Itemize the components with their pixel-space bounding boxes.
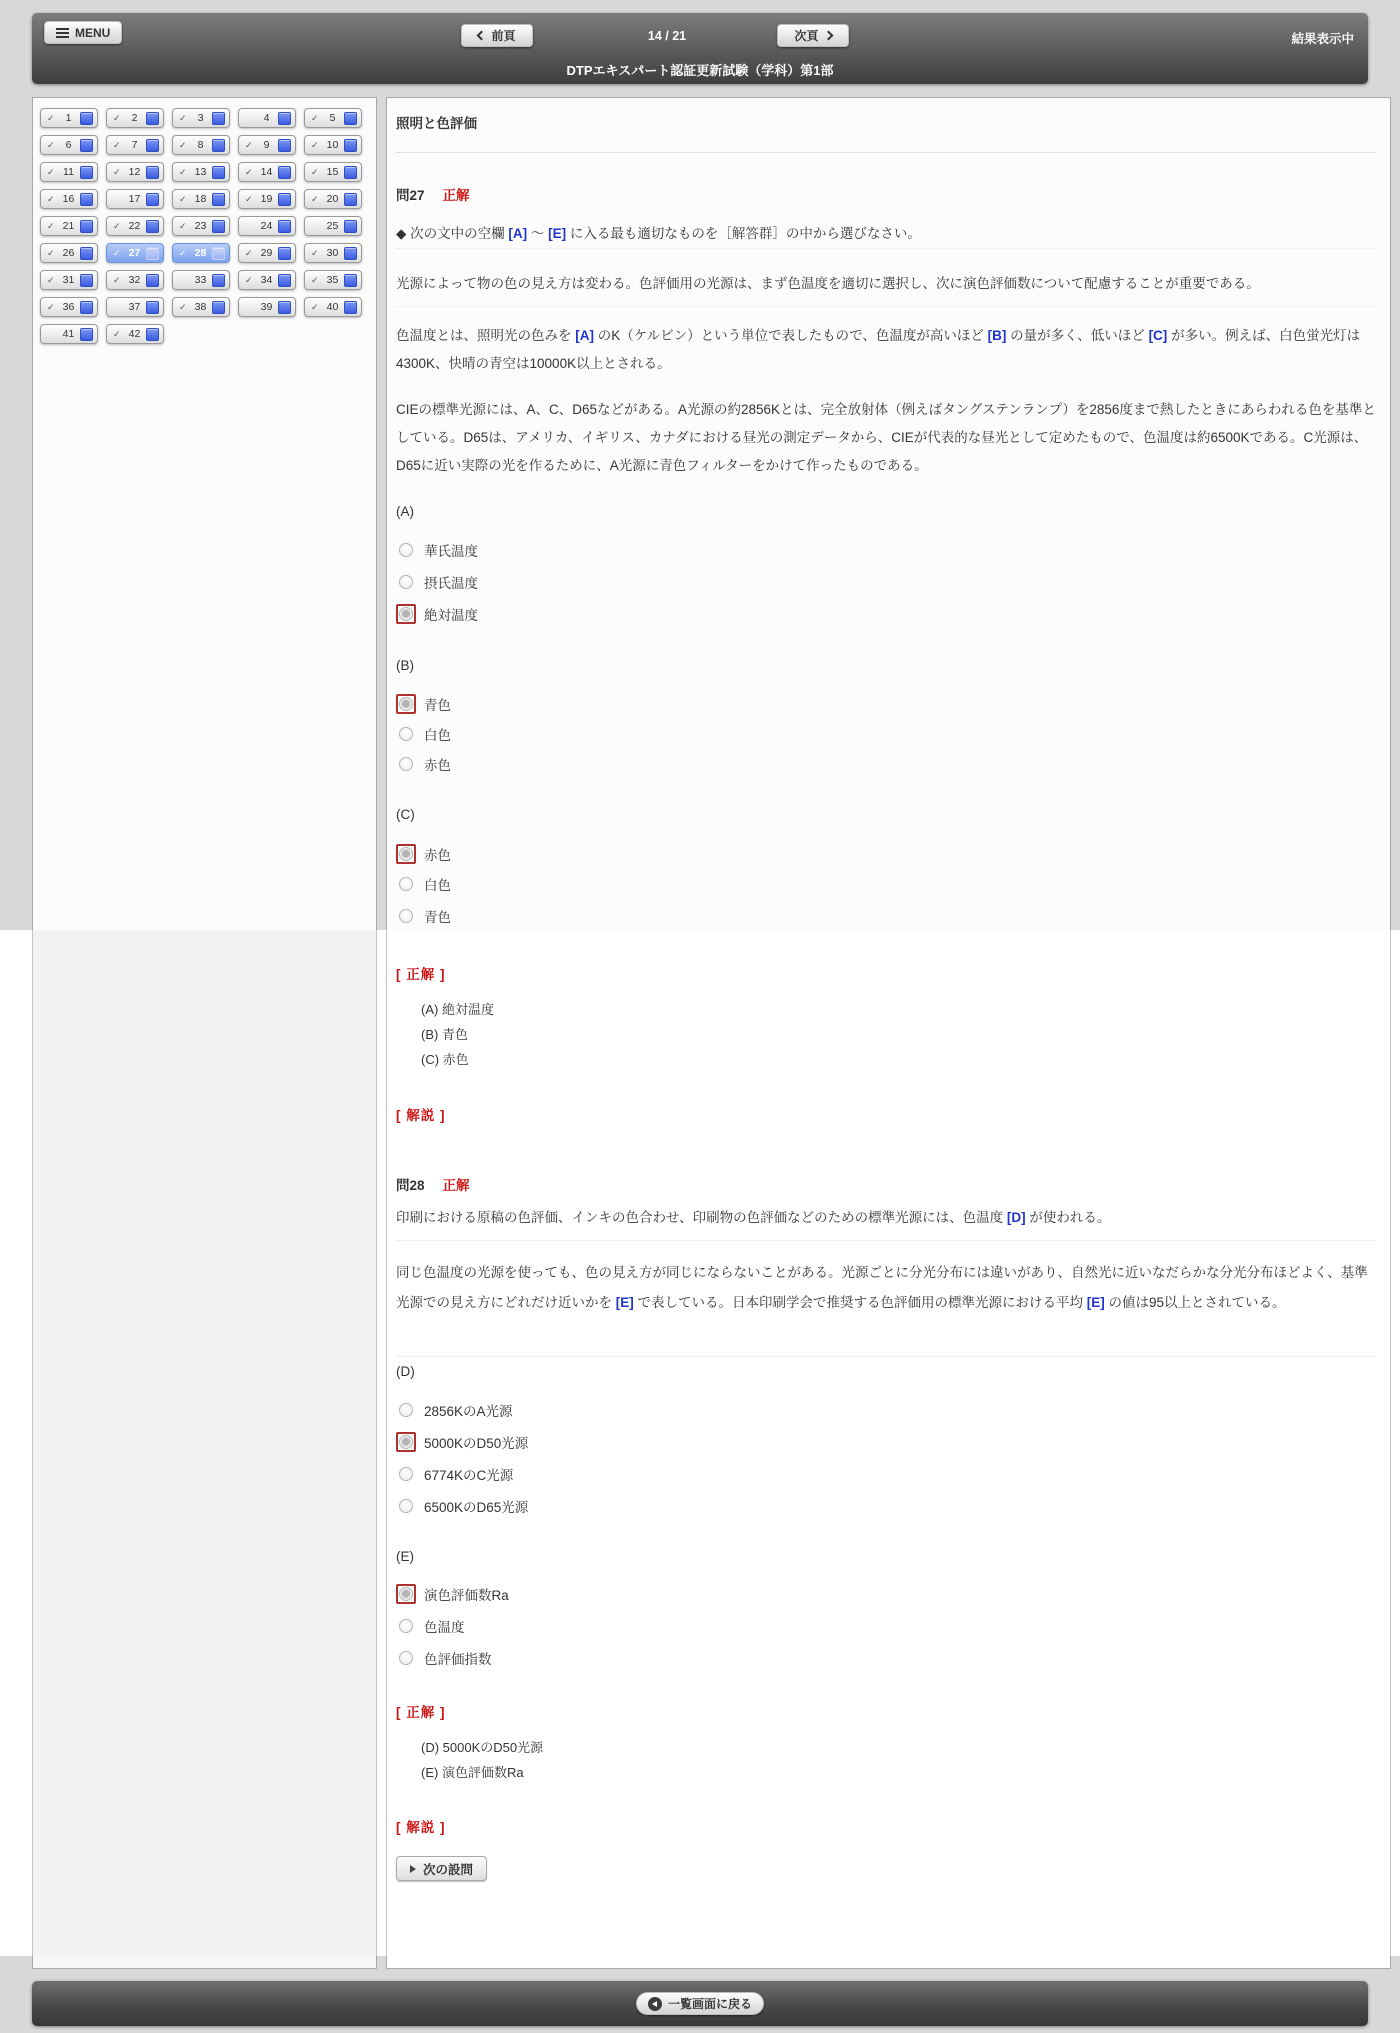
status-square-icon [344,301,357,314]
question-button[interactable] [304,243,362,263]
next-question-button[interactable] [396,1856,487,1881]
content-band-strip [386,930,1391,1956]
status-square-icon [146,247,159,260]
radio-option[interactable] [396,724,451,744]
status-square-icon [146,301,159,314]
question-number: 15 [326,166,339,178]
radio-wrap [396,906,416,926]
bottom-toolbar [32,1981,1368,2026]
question-button[interactable] [238,189,296,209]
answer-item: (A) 絶対温度 [421,1002,494,1017]
radio-wrap [396,1648,416,1668]
radio-wrap [396,540,416,560]
blank-token: [A] [575,328,595,343]
question-button[interactable] [40,297,98,317]
check-icon: ✓ [179,247,187,258]
question-button[interactable] [40,162,98,182]
radio-button[interactable] [399,575,413,589]
question-number: 26 [62,247,75,259]
check-icon: ✓ [311,166,319,177]
check-icon: ✓ [179,139,187,150]
status-square-icon [212,193,225,206]
question-number: 13 [194,166,207,178]
correct-choice-marker [396,1584,416,1604]
radio-label: 華氏温度 [424,544,478,559]
radio-label: 2856KのA光源 [424,1404,513,1419]
radio-label: 色温度 [424,1620,465,1635]
question-nav-panel-bottom [32,1956,377,1969]
check-icon: ✓ [311,274,319,285]
question-number: 4 [263,112,270,124]
status-square-icon [278,220,291,233]
status-square-icon [146,220,159,233]
question-button[interactable] [106,162,164,182]
check-icon: ✓ [311,247,319,258]
question-number: 21 [62,220,75,232]
question-button[interactable] [238,108,296,128]
check-icon: ✓ [47,247,55,258]
radio-button[interactable] [399,607,413,621]
question-button[interactable] [40,135,98,155]
question-number: 7 [131,139,138,151]
check-icon: ✓ [113,247,121,258]
option-group-label: (B) [396,658,414,673]
content-white-band [0,930,1400,1956]
radio-label: 赤色 [424,848,451,863]
check-icon: ✓ [179,301,187,312]
check-icon: ✓ [47,220,55,231]
status-square-icon [80,166,93,179]
radio-wrap [396,1464,416,1484]
check-icon: ✓ [113,274,121,285]
option-group-label: (E) [396,1549,414,1564]
radio-option[interactable] [396,906,451,926]
option-group-label: (C) [396,807,415,822]
status-square-icon [344,274,357,287]
status-square-icon [212,220,225,233]
radio-label: 演色評価数Ra [424,1588,509,1603]
status-square-icon [146,139,159,152]
blank-token: [E] [548,226,567,241]
question-button[interactable] [304,297,362,317]
radio-button[interactable] [399,877,413,891]
radio-wrap [396,1400,416,1420]
check-icon: ✓ [245,247,253,258]
answer-section-title: [ 正解 ] [396,1705,446,1720]
check-icon: ✓ [245,139,253,150]
check-icon: ✓ [311,139,319,150]
radio-option[interactable] [396,1464,513,1484]
check-icon: ✓ [47,301,55,312]
question-button[interactable] [40,243,98,263]
radio-wrap [396,724,416,744]
radio-button[interactable] [399,1403,413,1417]
check-icon: ✓ [311,301,319,312]
check-icon: ✓ [47,112,55,123]
status-square-icon [212,247,225,260]
blank-token: [D] [1006,1210,1026,1225]
answer-item: (C) 赤色 [421,1052,469,1067]
status-square-icon [80,112,93,125]
question-button[interactable] [172,108,230,128]
blank-token: [C] [1148,328,1168,343]
question-number: 8 [197,139,204,151]
radio-option[interactable] [396,604,478,624]
question-button[interactable] [304,216,362,236]
hamburger-icon [56,28,69,38]
radio-option[interactable] [396,1648,492,1668]
radio-button[interactable] [399,757,413,771]
radio-option[interactable] [396,694,451,714]
status-square-icon [212,166,225,179]
radio-wrap [396,1496,416,1516]
radio-label: 青色 [424,698,451,713]
question-number: 28 [194,247,207,259]
top-toolbar [32,13,1368,84]
question-number: 24 [260,220,273,232]
question-button[interactable] [106,324,164,344]
radio-button[interactable] [399,1467,413,1481]
radio-button[interactable] [399,1587,413,1601]
question-number: 38 [194,301,207,313]
status-square-icon [146,193,159,206]
question-number: 30 [326,247,339,259]
radio-wrap [396,874,416,894]
question-27-result: 正解 [442,188,470,203]
status-square-icon [344,220,357,233]
question-number: 16 [62,193,75,205]
check-icon: ✓ [113,220,121,231]
question-button[interactable] [40,108,98,128]
check-icon: ✓ [113,166,121,177]
status-badge: 結果表示中 [1291,32,1354,46]
option-group-label: (A) [396,504,414,519]
radio-label: 赤色 [424,758,451,773]
menu-button-label: MENU [75,25,111,40]
question-button[interactable] [304,189,362,209]
question-number: 25 [326,220,339,232]
status-square-icon [80,193,93,206]
question-button[interactable] [172,243,230,263]
question-button[interactable] [40,189,98,209]
chevron-right-icon [823,31,833,41]
question-number: 17 [128,193,141,205]
separator-line [396,1240,1376,1241]
separator-line [396,152,1376,153]
check-icon: ✓ [113,328,121,339]
radio-button[interactable] [399,697,413,711]
question-number: 10 [326,139,339,151]
question-button[interactable] [304,135,362,155]
next-page-button[interactable] [777,24,849,47]
check-icon: ✓ [113,112,121,123]
status-square-icon [212,112,225,125]
radio-label: 白色 [424,878,451,893]
correct-choice-marker [396,604,416,624]
question-number: 41 [62,328,75,340]
question-button[interactable] [106,216,164,236]
radio-button[interactable] [399,1651,413,1665]
question-27-instruction: ◆ 次の文中の空欄 [A] ～ [E] に入る最も適切なものを［解答群］の中から選びなさい。 [396,226,921,241]
radio-button[interactable] [399,1435,413,1449]
question-button[interactable] [40,324,98,344]
sidebar-band-strip [32,930,377,1956]
radio-option[interactable] [396,572,478,592]
question-button[interactable] [106,297,164,317]
check-icon: ✓ [311,112,319,123]
question-28-paragraph-2: 同じ色温度の光源を使っても、色の見え方が同じにならないことがある。光源ごとに分光分布には違いがあり、自然光に近いなだらかな分光分布ほどよく、基準光源での見え方にどれだけ近いかを [E] で表している。日本印刷学会で推奨する色評価用の標準光源における平均 [E] の値は95以上とされている。 [396,1265,1368,1310]
question-button[interactable] [172,297,230,317]
question-27-paragraph-1: 光源によって物の色の見え方は変わる。色評価用の光源は、まず色温度を適切に選択し、次に演色評価数について配慮することが重要である。 [396,276,1260,291]
question-27-paragraph-3: CIEの標準光源には、A、C、D65などがある。A光源の約2856Kとは、完全放射体（例えばタングステンランプ）を2856度まで熱したときにあらわれる色を基準としている。D65は、アメリカ、イギリス、カナダにおける昼光の測定データから、CIEが代表的な昼光として定めたもので、色温度は約6500Kである。C光源は、D65に近い実際の光を作るために、A光源に青色フィルターをかけて作ったものである。 [396,402,1376,473]
status-square-icon [344,112,357,125]
question-number: 39 [260,301,273,313]
radio-option[interactable] [396,540,478,560]
check-icon: ✓ [47,166,55,177]
radio-option[interactable] [396,844,451,864]
separator-line [396,306,1376,307]
check-icon: ✓ [179,166,187,177]
question-number: 42 [128,328,141,340]
correct-choice-marker [396,1432,416,1452]
question-button[interactable] [40,216,98,236]
question-button[interactable] [172,189,230,209]
question-button[interactable] [172,216,230,236]
question-27-label: 問27 [396,188,425,203]
radio-option[interactable] [396,1584,509,1604]
check-icon: ✓ [47,193,55,204]
blank-token: [E] [1086,1295,1105,1310]
question-button[interactable] [106,243,164,263]
question-button[interactable] [238,216,296,236]
status-square-icon [344,166,357,179]
status-square-icon [278,139,291,152]
question-number: 6 [65,139,72,151]
status-square-icon [344,139,357,152]
status-square-icon [212,274,225,287]
question-number: 18 [194,193,207,205]
radio-wrap [396,572,416,592]
separator-line [396,1356,1376,1357]
status-square-icon [278,247,291,260]
status-square-icon [344,193,357,206]
status-square-icon [146,274,159,287]
back-to-list-button[interactable] [636,1992,764,2015]
status-square-icon [80,301,93,314]
check-icon: ✓ [47,139,55,150]
question-number: 11 [63,166,74,178]
radio-button[interactable] [399,847,413,861]
arrow-right-icon [410,1865,416,1873]
answer-item: (B) 青色 [421,1027,468,1042]
prev-button-label: 前頁 [491,29,516,43]
radio-wrap [396,754,416,774]
status-square-icon [278,112,291,125]
back-circle-icon [648,1997,662,2011]
answer-section-title: [ 正解 ] [396,967,446,982]
radio-label: 摂氏温度 [424,576,478,591]
question-28-paragraph-1: 印刷における原稿の色評価、インキの色合わせ、印刷物の色評価などのための標準光源には、色温度 [D] が使われる。 [396,1210,1111,1225]
question-button[interactable] [304,270,362,290]
next-question-label: 次の設問 [423,1862,474,1877]
question-number: 12 [128,166,141,178]
status-square-icon [146,328,159,341]
check-icon: ✓ [311,193,319,204]
question-28-result: 正解 [442,1178,470,1193]
status-square-icon [146,112,159,125]
radio-option[interactable] [396,1400,513,1420]
option-group-label: (D) [396,1364,415,1379]
question-number: 3 [197,112,204,124]
radio-label: 6774KのC光源 [424,1468,514,1483]
check-icon: ✓ [245,274,253,285]
status-square-icon [278,274,291,287]
question-number: 27 [128,247,141,259]
status-square-icon [80,328,93,341]
question-number: 31 [62,274,75,286]
question-button[interactable] [106,189,164,209]
status-square-icon [80,220,93,233]
question-button[interactable] [238,297,296,317]
radio-button[interactable] [399,543,413,557]
section-heading: 照明と色評価 [396,116,477,131]
question-27-header [396,184,470,204]
status-square-icon [278,193,291,206]
check-icon: ✓ [47,274,55,285]
question-button[interactable] [172,270,230,290]
separator-line [396,248,1376,249]
radio-button[interactable] [399,909,413,923]
question-28-label: 問28 [396,1178,425,1193]
question-button[interactable] [40,270,98,290]
question-button[interactable] [106,135,164,155]
radio-option[interactable] [396,1496,528,1516]
question-button[interactable] [238,243,296,263]
question-28-header [396,1174,470,1194]
question-number: 37 [128,301,141,313]
explanation-section-title: [ 解説 ] [396,1820,446,1835]
question-number: 35 [326,274,339,286]
question-number: 19 [260,193,273,205]
status-square-icon [278,166,291,179]
radio-button[interactable] [399,727,413,741]
question-number: 36 [62,301,75,313]
status-square-icon [212,301,225,314]
radio-option[interactable] [396,1432,528,1452]
status-square-icon [278,301,291,314]
radio-label: 色評価指数 [424,1652,492,1667]
answer-item: (E) 演色評価数Ra [421,1765,524,1780]
status-square-icon [212,139,225,152]
radio-wrap [396,1616,416,1636]
question-number: 29 [260,247,273,259]
answer-item: (D) 5000KのD50光源 [421,1740,544,1755]
question-number: 33 [194,274,207,286]
status-square-icon [80,247,93,260]
correct-choice-marker [396,694,416,714]
question-number: 22 [128,220,141,232]
check-icon: ✓ [179,193,187,204]
menu-button[interactable] [44,21,122,44]
radio-label: 5000KのD50光源 [424,1436,529,1451]
question-button[interactable] [172,135,230,155]
chevron-left-icon [477,31,487,41]
question-button[interactable] [106,108,164,128]
question-content-panel-bottom [386,1956,1391,1969]
question-number: 2 [131,112,138,124]
question-button[interactable] [172,162,230,182]
prev-page-button[interactable] [461,24,533,47]
check-icon: ✓ [179,220,187,231]
radio-label: 絶対温度 [424,608,478,623]
question-number: 5 [329,112,336,124]
status-square-icon [80,274,93,287]
blank-token: [A] [508,226,528,241]
question-button[interactable] [304,162,362,182]
check-icon: ✓ [245,193,253,204]
explanation-section-title: [ 解説 ] [396,1108,446,1123]
back-button-label: 一覧画面に戻る [667,1997,753,2011]
question-number: 32 [128,274,141,286]
question-number: 23 [194,220,207,232]
question-27-paragraph-2: 色温度とは、照明光の色みを [A] のK（ケルビン）という単位で表したもので、色温度が高いほど [B] の量が多く、低いほど [C] が多い。例えば、白色蛍光灯は4300K、快晴の青空は10000K以上とされる。 [396,328,1361,371]
radio-button[interactable] [399,1619,413,1633]
question-number: 1 [65,112,72,124]
question-number: 40 [326,301,339,313]
question-number: 20 [326,193,339,205]
question-button[interactable] [238,270,296,290]
blank-token: [E] [615,1295,634,1310]
radio-option[interactable] [396,874,451,894]
exam-title: DTPエキスパート認証更新試験（学科）第1部 [566,63,834,78]
radio-option[interactable] [396,1616,465,1636]
radio-label: 6500KのD65光源 [424,1500,529,1515]
correct-choice-marker [396,844,416,864]
radio-option[interactable] [396,754,451,774]
question-number: 14 [260,166,273,178]
question-number: 34 [260,274,273,286]
radio-label: 青色 [424,910,451,925]
check-icon: ✓ [179,112,187,123]
radio-label: 白色 [424,728,451,743]
question-button[interactable] [304,108,362,128]
question-number: 9 [263,139,270,151]
status-square-icon [146,166,159,179]
question-button[interactable] [238,162,296,182]
check-icon: ✓ [245,166,253,177]
status-square-icon [344,247,357,260]
status-square-icon [80,139,93,152]
question-button[interactable] [238,135,296,155]
radio-button[interactable] [399,1499,413,1513]
check-icon: ✓ [113,139,121,150]
question-button[interactable] [106,270,164,290]
page-indicator: 14 / 21 [647,29,687,43]
next-button-label: 次頁 [794,29,819,43]
blank-token: [B] [987,328,1007,343]
